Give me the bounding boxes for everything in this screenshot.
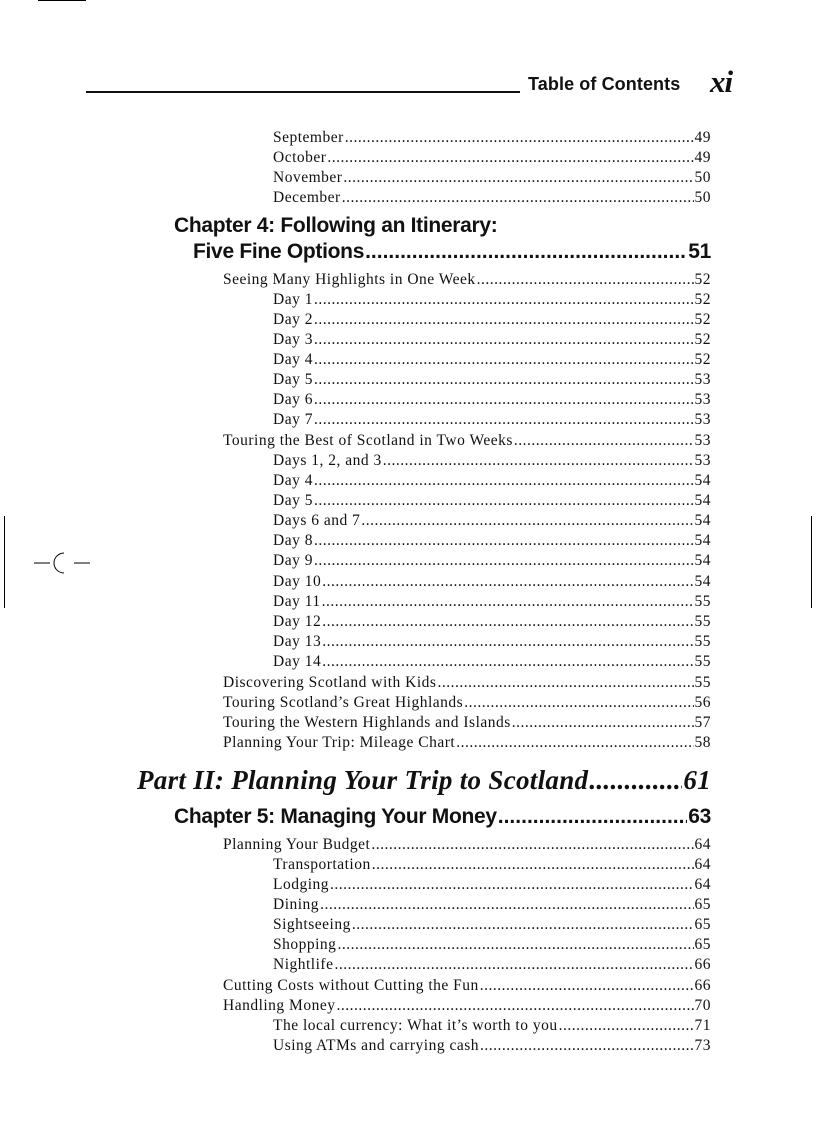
- toc-entry: September ..... 49: [273, 128, 711, 148]
- toc-entry: Days 1, 2, and 3 ..... 53: [273, 451, 711, 471]
- toc-entry: Day 12 ..... 55: [273, 612, 711, 632]
- toc-entry: Day 1 ..... 52: [273, 290, 711, 310]
- page-number: xi: [710, 64, 733, 99]
- toc-entry: Day 5 ..... 54: [273, 491, 711, 511]
- part-heading-entry: Part II: Planning Your Trip to Scotland ..... 61: [137, 764, 711, 796]
- toc-entry: November ..... 50: [273, 168, 711, 188]
- toc-entry: December ..... 50: [273, 188, 711, 208]
- toc-entry: Day 7 ..... 53: [273, 410, 711, 430]
- toc-entry: Day 4 ..... 54: [273, 471, 711, 491]
- chapter-heading-entry: Chapter 5: Managing Your Money ..... 63: [174, 804, 711, 830]
- running-header-title: Table of Contents: [528, 74, 681, 94]
- toc-entry: Touring the Western Highlands and Islands ..... 57: [223, 713, 711, 733]
- toc-entry: Touring Scotland’s Great Highlands ..... 56: [223, 693, 711, 713]
- toc-entry: Day 2 ..... 52: [273, 310, 711, 330]
- chapter-heading: Chapter 4: Following an Itinerary:: [174, 214, 498, 237]
- toc-entry: Day 10 ..... 54: [273, 572, 711, 592]
- toc-entry: Day 14 ..... 55: [273, 652, 711, 672]
- toc-entry: Handling Money ..... 70: [223, 996, 711, 1016]
- toc-entry: Shopping ..... 65: [273, 935, 711, 955]
- toc-entry: Day 13 ..... 55: [273, 632, 711, 652]
- toc-entry: Discovering Scotland with Kids ..... 55: [223, 673, 711, 693]
- toc-entry: Day 5 ..... 53: [273, 370, 711, 390]
- toc-entry: Lodging ..... 64: [273, 875, 711, 895]
- toc-entry: Day 9 ..... 54: [273, 551, 711, 571]
- toc-entry: Day 3 ..... 52: [273, 330, 711, 350]
- toc-entry: Day 4 ..... 52: [273, 350, 711, 370]
- toc-entry: Sightseeing ..... 65: [273, 915, 711, 935]
- toc-entry: Using ATMs and carrying cash ..... 73: [273, 1036, 711, 1056]
- toc-entry: Day 8 ..... 54: [273, 531, 711, 551]
- toc-entry: Nightlife ..... 66: [273, 955, 711, 975]
- toc-entry: Dining ..... 65: [273, 895, 711, 915]
- toc-entry: Day 11 ..... 55: [273, 592, 711, 612]
- toc-entry: Cutting Costs without Cutting the Fun ..... 66: [223, 976, 711, 996]
- toc-entry: Seeing Many Highlights in One Week ..... 52: [223, 270, 711, 290]
- toc-entry: The local currency: What it’s worth to you ..... 71: [273, 1016, 711, 1036]
- toc-entry: October ..... 49: [273, 148, 711, 168]
- toc-entry: Planning Your Trip: Mileage Chart ..... 58: [223, 733, 711, 753]
- toc-entry: Planning Your Budget ..... 64: [223, 835, 711, 855]
- toc-entry: Touring the Best of Scotland in Two Weeks ..... 53: [223, 431, 711, 451]
- toc-entry: Day 6 ..... 53: [273, 390, 711, 410]
- toc-entry: Transportation ..... 64: [273, 855, 711, 875]
- toc-entry: Days 6 and 7 ..... 54: [273, 511, 711, 531]
- chapter-heading-entry: Five Fine Options ..... 51: [193, 239, 711, 265]
